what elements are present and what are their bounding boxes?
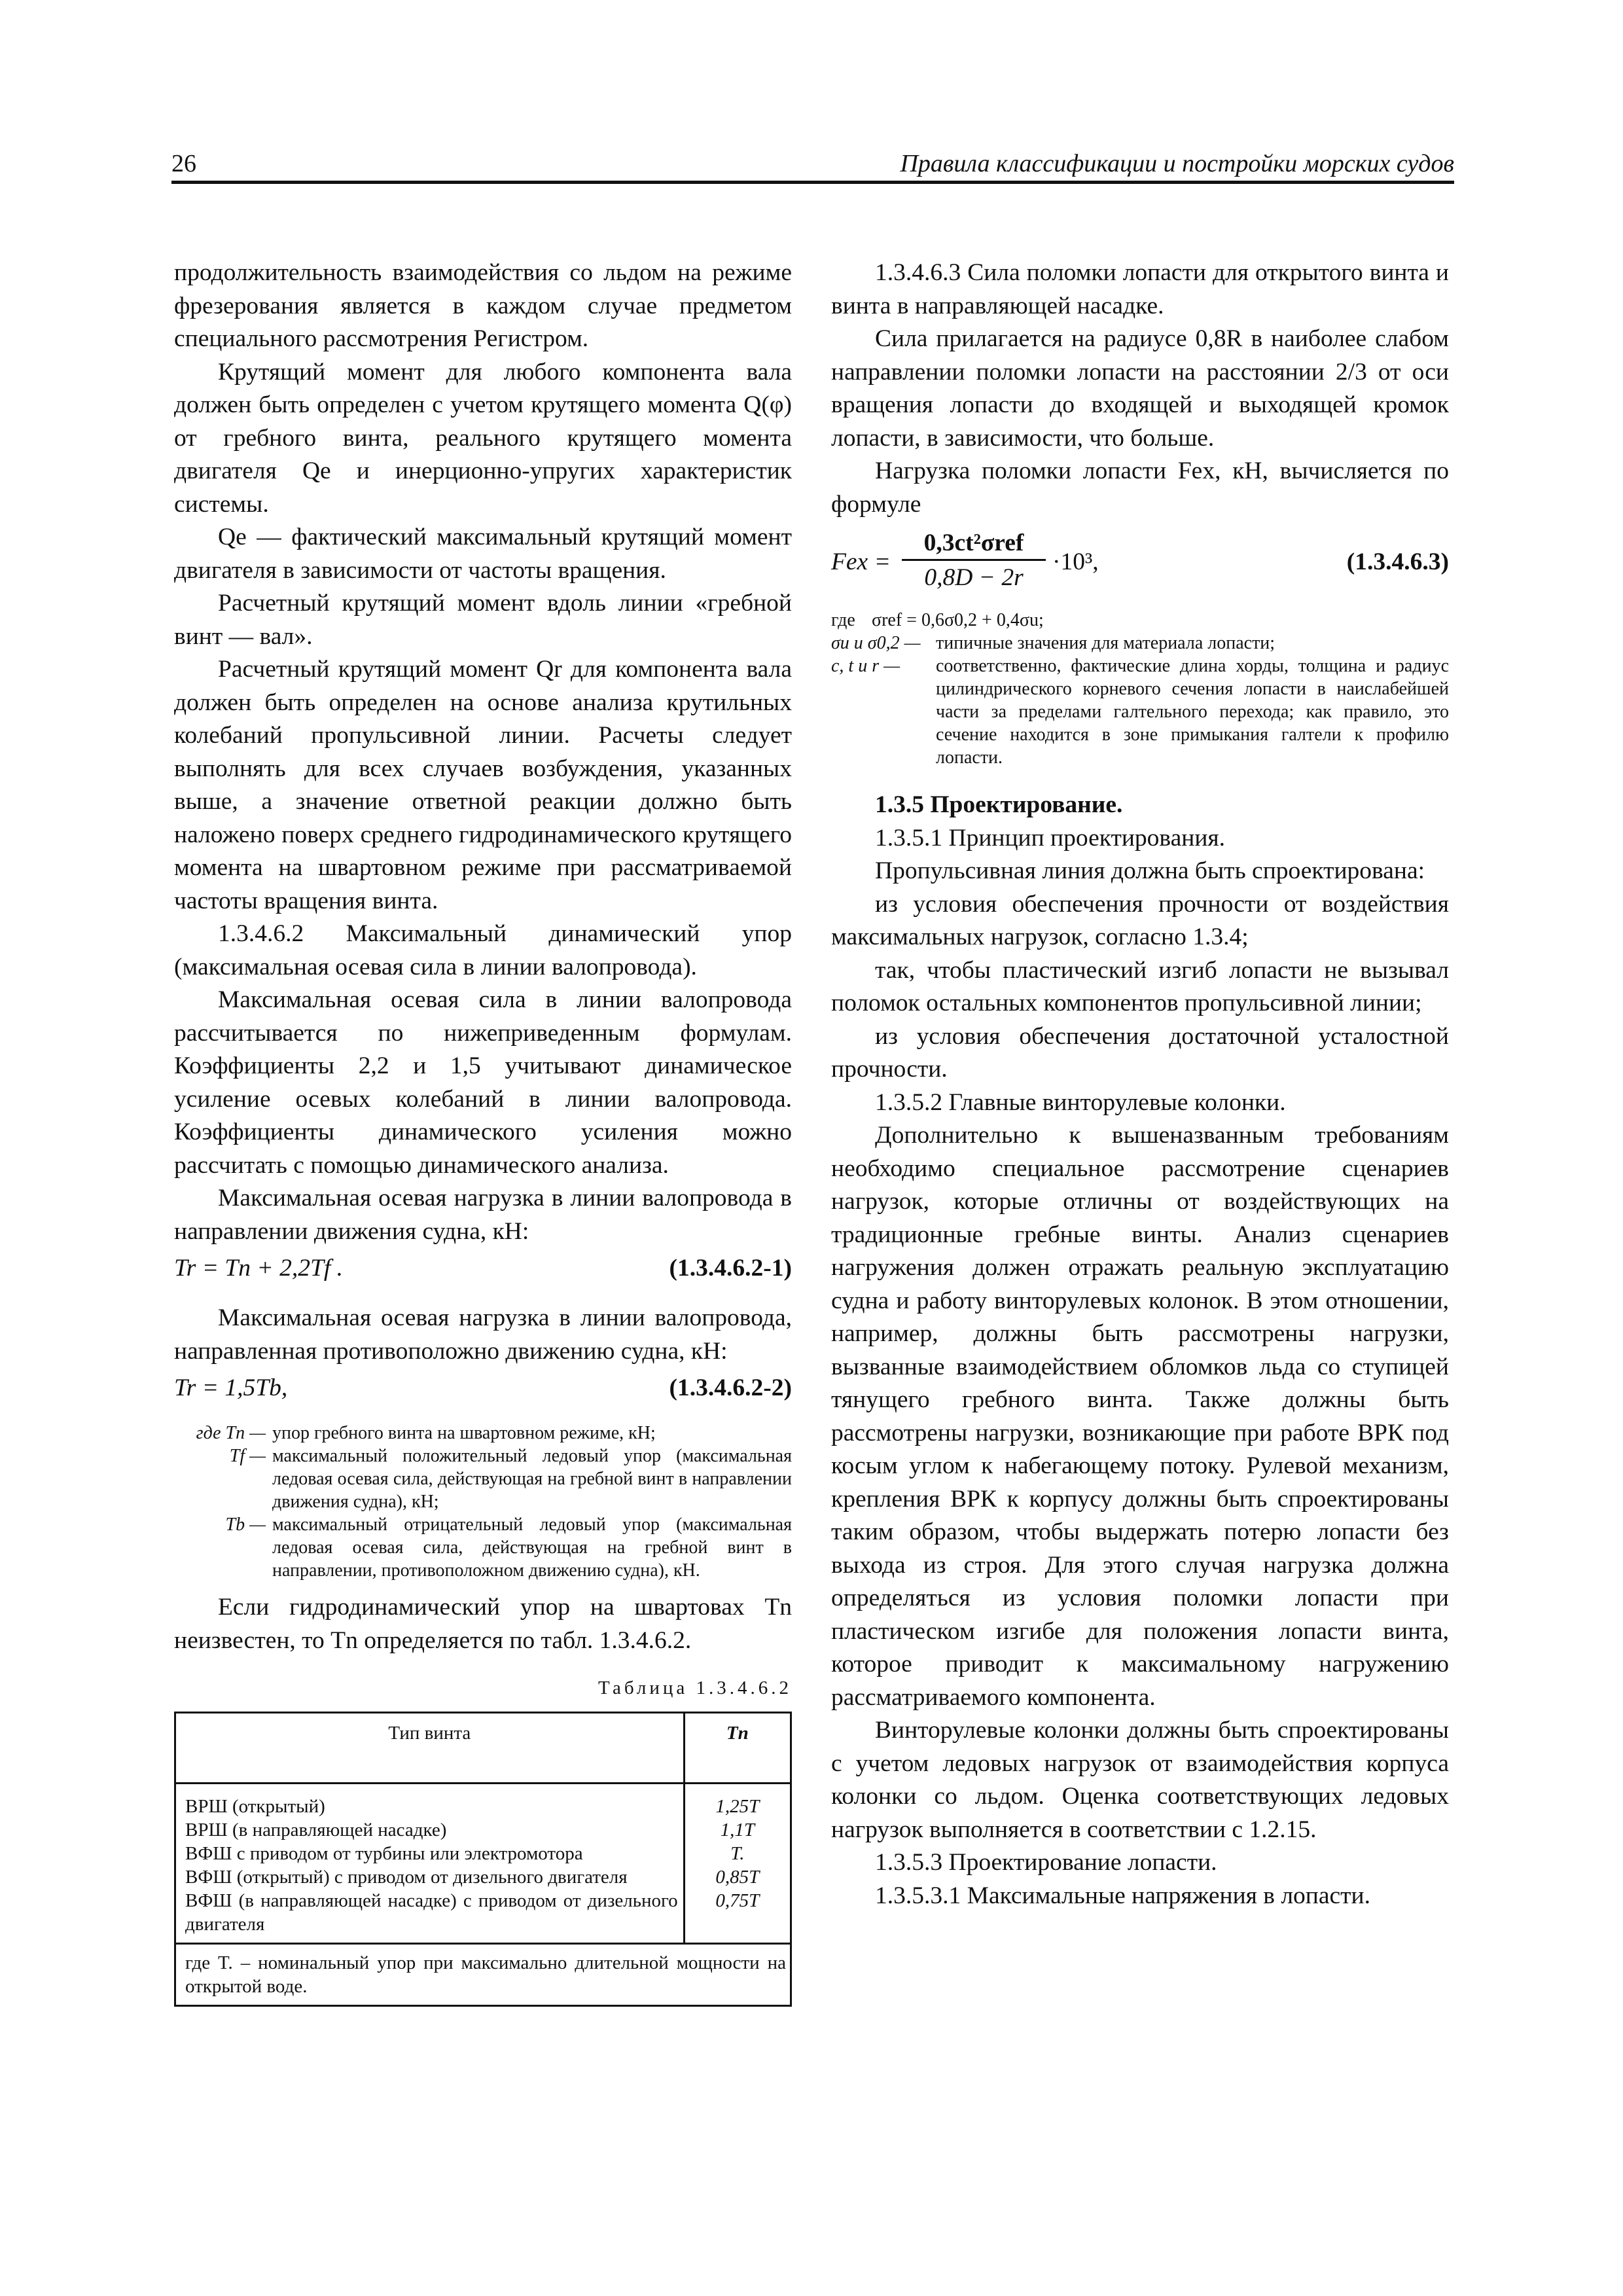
- propeller-thrust-table: [174, 1712, 792, 2007]
- note-key: где Tn —: [196, 1423, 266, 1443]
- paragraph: из условия обеспечения прочности от воздействия максимальных нагрузок, согласно 1.3.4;: [831, 890, 1449, 950]
- running-title: Правила классификации и постройки морских судов: [900, 150, 1454, 177]
- note-key: σu и σ0,2 —: [831, 633, 921, 653]
- paragraph: Максимальная осевая нагрузка в линии валопровода, направленная противоположно движению судна, кН:: [174, 1304, 792, 1365]
- paragraph: из условия обеспечения достаточной усталостной прочности.: [831, 1022, 1449, 1083]
- table-footnote: где T. – номинальный упор при максимально длительной мощности на открытой воде.: [175, 1943, 791, 2005]
- paragraph: Расчетный крутящий момент вдоль линии «гребной винт — вал».: [174, 590, 792, 650]
- note-key: Tf —: [229, 1446, 266, 1466]
- formula-1-3-4-6-2-1: [174, 1252, 792, 1289]
- formula-multiplier: ·10³,: [1052, 548, 1099, 575]
- header-rule: [171, 181, 1454, 184]
- table-cell: 0,85T: [715, 1866, 760, 1888]
- section-paragraph: 1.3.4.6.2 Максимальный динамический упор (максимальная осевая сила в линии валопровода).: [174, 920, 792, 980]
- paragraph: Крутящий момент для любого компонента вала должен быть определен с учетом крутящего момента Q(φ) от гребного винта, реального крутящего момента двигателя Qe и инерционно-упругих характеристик системы.: [174, 358, 792, 518]
- paragraph: Сила прилагается на радиусе 0,8R в наиболее слабом направлении поломки лопасти на расстоянии 2/3 от оси вращения лопасти до входящей и выходящей кромок лопасти, в зависимости, что больше.: [831, 325, 1449, 452]
- subsection-heading: 1.3.5.3.1 Максимальные напряжения в лопасти.: [875, 1882, 1370, 1909]
- paragraph: Винторулевые колонки должны быть спроектированы с учетом ледовых нагрузок от взаимодействия корпуса колонки со льдом. Оценка соответствующих ледовых нагрузок выполняется в соответствии с 1.2.15.: [831, 1717, 1449, 1843]
- right-column: [831, 257, 1449, 1912]
- note-row: [831, 655, 1449, 769]
- formula-expression: Tr = Tn + 2,2Tf .: [174, 1255, 343, 1282]
- note-key: c, t и r —: [831, 656, 900, 676]
- note-row: [174, 1513, 792, 1582]
- table-cell: T.: [730, 1842, 745, 1864]
- note-text: упор гребного винта на швартовном режиме, кН;: [272, 1423, 656, 1443]
- paragraph: Если гидродинамический упор на швартовах Tn неизвестен, то Tn определяется по табл. 1.3.4.6.2.: [174, 1594, 792, 1654]
- formula-lhs: Fex =: [831, 548, 891, 575]
- column-header: Tn: [684, 1712, 791, 1783]
- thrust-values-cell: [684, 1783, 791, 1943]
- formula-fraction: [902, 528, 1046, 595]
- page-number: 26: [171, 150, 196, 177]
- fraction-denominator: 0,8D − 2r: [924, 564, 1024, 591]
- paragraph: Максимальная осевая нагрузка в линии валопровода в направлении движения судна, кН:: [174, 1185, 792, 1245]
- note-row: [831, 632, 1449, 655]
- paragraph: Максимальная осевая сила в линии валопровода рассчитывается по нижеприведенным формулам. Коэффициенты 2,2 и 1,5 учитывают динамическое усиление осевых колебаний в линии валопровода. Коэффициенты динамического усиления можно рассчитать с помощью динамического анализа.: [174, 986, 792, 1179]
- formula-notes: [831, 609, 1449, 769]
- table-cell: ВФШ (открытый) с приводом от дизельного двигателя: [185, 1866, 628, 1888]
- table-cell: 1,1T: [720, 1819, 755, 1840]
- column-header: Тип винта: [175, 1712, 685, 1783]
- table-cell: ВРШ (в направляющей насадке): [185, 1819, 447, 1840]
- paragraph: продолжительность взаимодействия со льдом на режиме фрезерования является в каждом случае предметом специального рассмотрения Регистром.: [174, 259, 792, 352]
- paragraph: Пропульсивная линия должна быть спроектирована:: [875, 857, 1425, 884]
- table-cell: 0,75T: [715, 1890, 760, 1911]
- fraction-numerator: 0,3ct²σref: [902, 528, 1046, 561]
- formula-number: (1.3.4.6.2-1): [669, 1255, 792, 1282]
- paragraph: Qe — фактический максимальный крутящий момент двигателя в зависимости от частоты вращения.: [174, 524, 792, 584]
- propeller-types-cell: [175, 1783, 685, 1943]
- table-header-row: [175, 1712, 791, 1783]
- note-text: соответственно, фактические длина хорды, толщина и радиус цилиндрического корневого сечения лопасти в наислабейшей части за пределами галтельного перехода; как правило, это сечение находится в зоне примыкания галтели к профилю лопасти.: [936, 656, 1449, 768]
- note-text: максимальный положительный ледовый упор (максимальная ледовая осевая сила, действующая на гребной винт в направлении движения судна), кН;: [272, 1446, 792, 1512]
- subsection-heading: 1.3.5.2 Главные винторулевые колонки.: [875, 1088, 1286, 1116]
- section-heading: 1.3.5 Проектирование.: [875, 791, 1123, 818]
- formula-1-3-4-6-2-2: [174, 1372, 792, 1408]
- note-row: [174, 1444, 792, 1513]
- table-cell: 1,25T: [715, 1795, 760, 1817]
- page-header: [171, 149, 1454, 179]
- subsection-heading: 1.3.5.1 Принцип проектирования.: [875, 824, 1226, 852]
- left-column: [174, 257, 792, 2007]
- table-row: [175, 1783, 791, 1943]
- paragraph: Нагрузка поломки лопасти Fex, кН, вычисляется по формуле: [831, 457, 1449, 518]
- table-caption: Таблица 1.3.4.6.2: [597, 1677, 792, 1698]
- formula-expression: Tr = 1,5Tb,: [174, 1374, 288, 1401]
- formula-number: (1.3.4.6.3): [1346, 548, 1449, 575]
- note-key: где: [831, 610, 855, 630]
- formula-notes: [174, 1422, 792, 1582]
- section-paragraph: 1.3.4.6.3 Сила поломки лопасти для открытого винта и винта в направляющей насадке.: [831, 259, 1449, 319]
- paragraph: Расчетный крутящий момент Qr для компонента вала должен быть определен на основе анализа крутильных колебаний пропульсивной линии. Расчеты следует выполнять для всех случаев возбуждения, указанных выше, а значение ответной реакции должно быть наложено поверх среднего гидродинамического крутящего момента на швартовном режиме при рассматриваемой частоты вращения винта.: [174, 656, 792, 914]
- table-cell: ВРШ (открытый): [185, 1795, 325, 1817]
- note-text: максимальный отрицательный ледовый упор (максимальная ледовая осевая сила, действующая на гребной винт в направлении, противоположном движению судна), кН.: [272, 1515, 792, 1581]
- note-row: [831, 609, 1449, 632]
- formula-number: (1.3.4.6.2-2): [669, 1374, 792, 1401]
- note-row: [174, 1422, 792, 1444]
- paragraph: Дополнительно к вышеназванным требованиям необходимо специальное рассмотрение сценариев нагрузок, которые отличны от воздействующих на традиционные гребные винты. Анализ сценариев нагружения должен отражать реальную эксплуатацию судна и работу винторулевых колонок. В этом отношении, например, должны быть рассмотрены нагрузки, вызванные взаимодействием обломков льда со ступицей тянущего гребного винта. Также должны быть рассмотрены нагрузки, возникающие при работе ВРК под косым углом к набегающему потоку. Рулевой механизм, крепления ВРК к корпусу должны быть спроектированы таким образом, чтобы выдержать потерю лопасти без выхода из строя. Для этого случая нагрузка должна определяться из условия поломки лопасти при пластическом изгибе для положения лопасти винта, которое приводит к максимальному нагружению рассматриваемого компонента.: [831, 1122, 1449, 1711]
- note-key: Tb —: [225, 1515, 266, 1535]
- table-cell: ВФШ (в направляющей насадке) с приводом от дизельного двигателя: [185, 1890, 678, 1935]
- table-footnote-row: [175, 1943, 791, 2005]
- paragraph: так, чтобы пластический изгиб лопасти не вызывал поломок остальных компонентов пропульсивной линии;: [831, 956, 1449, 1016]
- formula-1-3-4-6-3: [831, 528, 1449, 600]
- table-cell: ВФШ с приводом от турбины или электромотора: [185, 1842, 583, 1864]
- note-text: типичные значения для материала лопасти;: [936, 633, 1275, 653]
- note-text: σref = 0,6σ0,2 + 0,4σu;: [872, 610, 1044, 630]
- subsection-heading: 1.3.5.3 Проектирование лопасти.: [875, 1849, 1217, 1876]
